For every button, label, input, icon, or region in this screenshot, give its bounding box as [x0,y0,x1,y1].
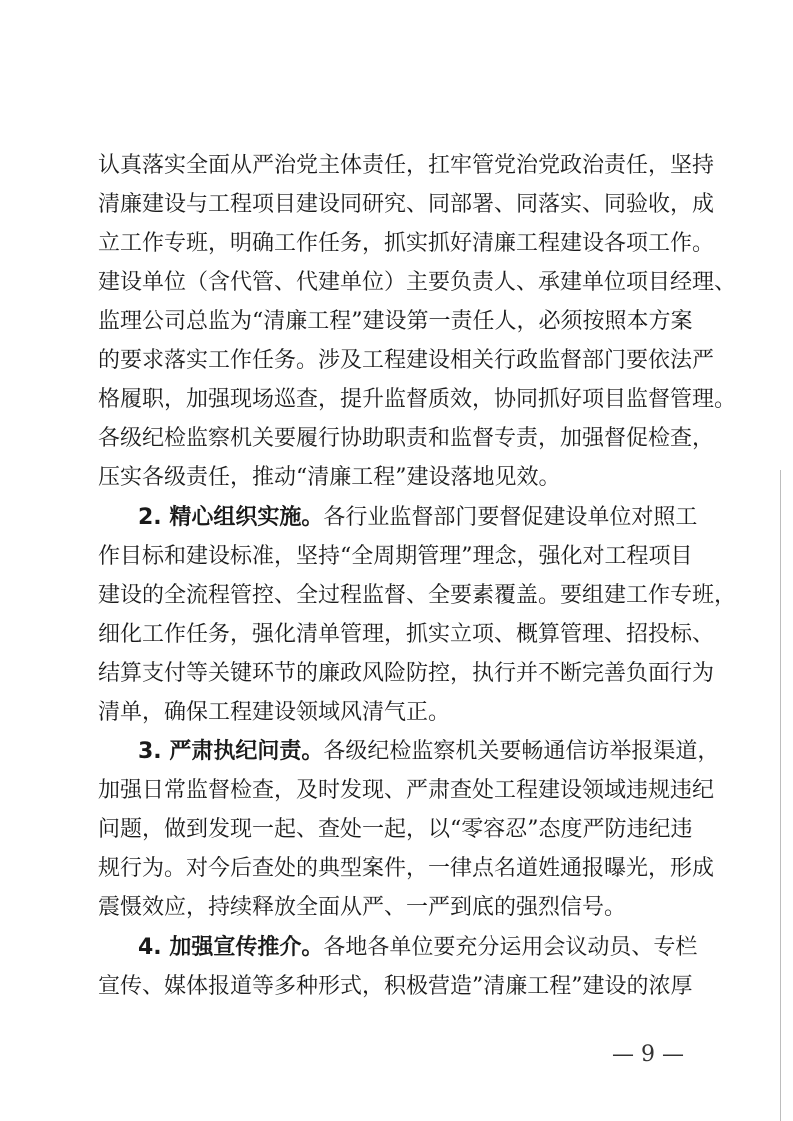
page-number: — 9 — [612,1042,684,1067]
text-line: 震慑效应，持续释放全面从严、一严到底的强烈信号。 [98,895,627,920]
text-line: 加强日常监督检查，及时发现、严肃查处工程建设领域违规违纪 [98,778,715,803]
text-line: 压实各级责任，推动“清廉工程”建设落地见效。 [98,465,561,490]
text-line: 清单，确保工程建设领域风清气正。 [98,700,451,725]
section-heading: 4. 加强宣传推介。 [138,935,324,960]
text-line: 立工作专班，明确工作任务，抓实抓好清廉工程建设各项工作。 [98,231,715,256]
text-line: 各级纪检监察机关要履行协助职责和监督专责，加强督促检查， [98,426,715,451]
text-line: 认真落实全面从严治党主体责任，扛牢管党治党政治责任，坚持 [98,153,715,178]
text-line: 作目标和建设标准，坚持“全周期管理”理念，强化对工程项目 [98,544,693,569]
text-line: 结算支付等关键环节的廉政风险防控，执行并不断完善负面行为 [98,661,715,686]
text-span: 各行业监督部门要督促建设单位对照工 [323,505,698,530]
scan-edge-line [780,470,781,1121]
paragraph-first-line [138,933,698,963]
section-heading: 2. 精心组织实施。 [138,505,324,530]
text-span: 各级纪检监察机关要畅通信访举报渠道， [323,739,720,764]
paragraph-first-line [138,503,698,533]
text-line: 的要求落实工作任务。涉及工程建设相关行政监督部门要依法严 [98,348,715,373]
paragraph-first-line [138,737,720,767]
text-line: 建设单位（含代管、代建单位）主要负责人、承建单位项目经理、 [98,270,737,295]
text-line: 规行为。对今后查处的典型案件，一律点名道姓通报曝光，形成 [98,856,715,881]
text-line: 问题，做到发现一起、查处一起，以“零容忍”态度严防违纪违 [98,817,693,842]
text-line: 清廉建设与工程项目建设同研究、同部署、同落实、同验收，成 [98,192,715,217]
text-line: 细化工作任务，强化清单管理，抓实立项、概算管理、招投标、 [98,622,715,647]
text-line: 监理公司总监为“清廉工程”建设第一责任人，必须按照本方案 [98,309,693,334]
section-heading: 3. 严肃执纪问责。 [138,739,324,764]
text-line: 格履职，加强现场巡查，提升监督质效，协同抓好项目监督管理。 [98,387,737,412]
text-span: 各地各单位要充分运用会议动员、专栏 [323,935,698,960]
text-line: 宣传、媒体报道等多种形式，积极营造”清廉工程”建设的浓厚 [98,974,693,999]
text-line: 建设的全流程管控、全过程监督、全要素覆盖。要组建工作专班， [98,583,737,608]
